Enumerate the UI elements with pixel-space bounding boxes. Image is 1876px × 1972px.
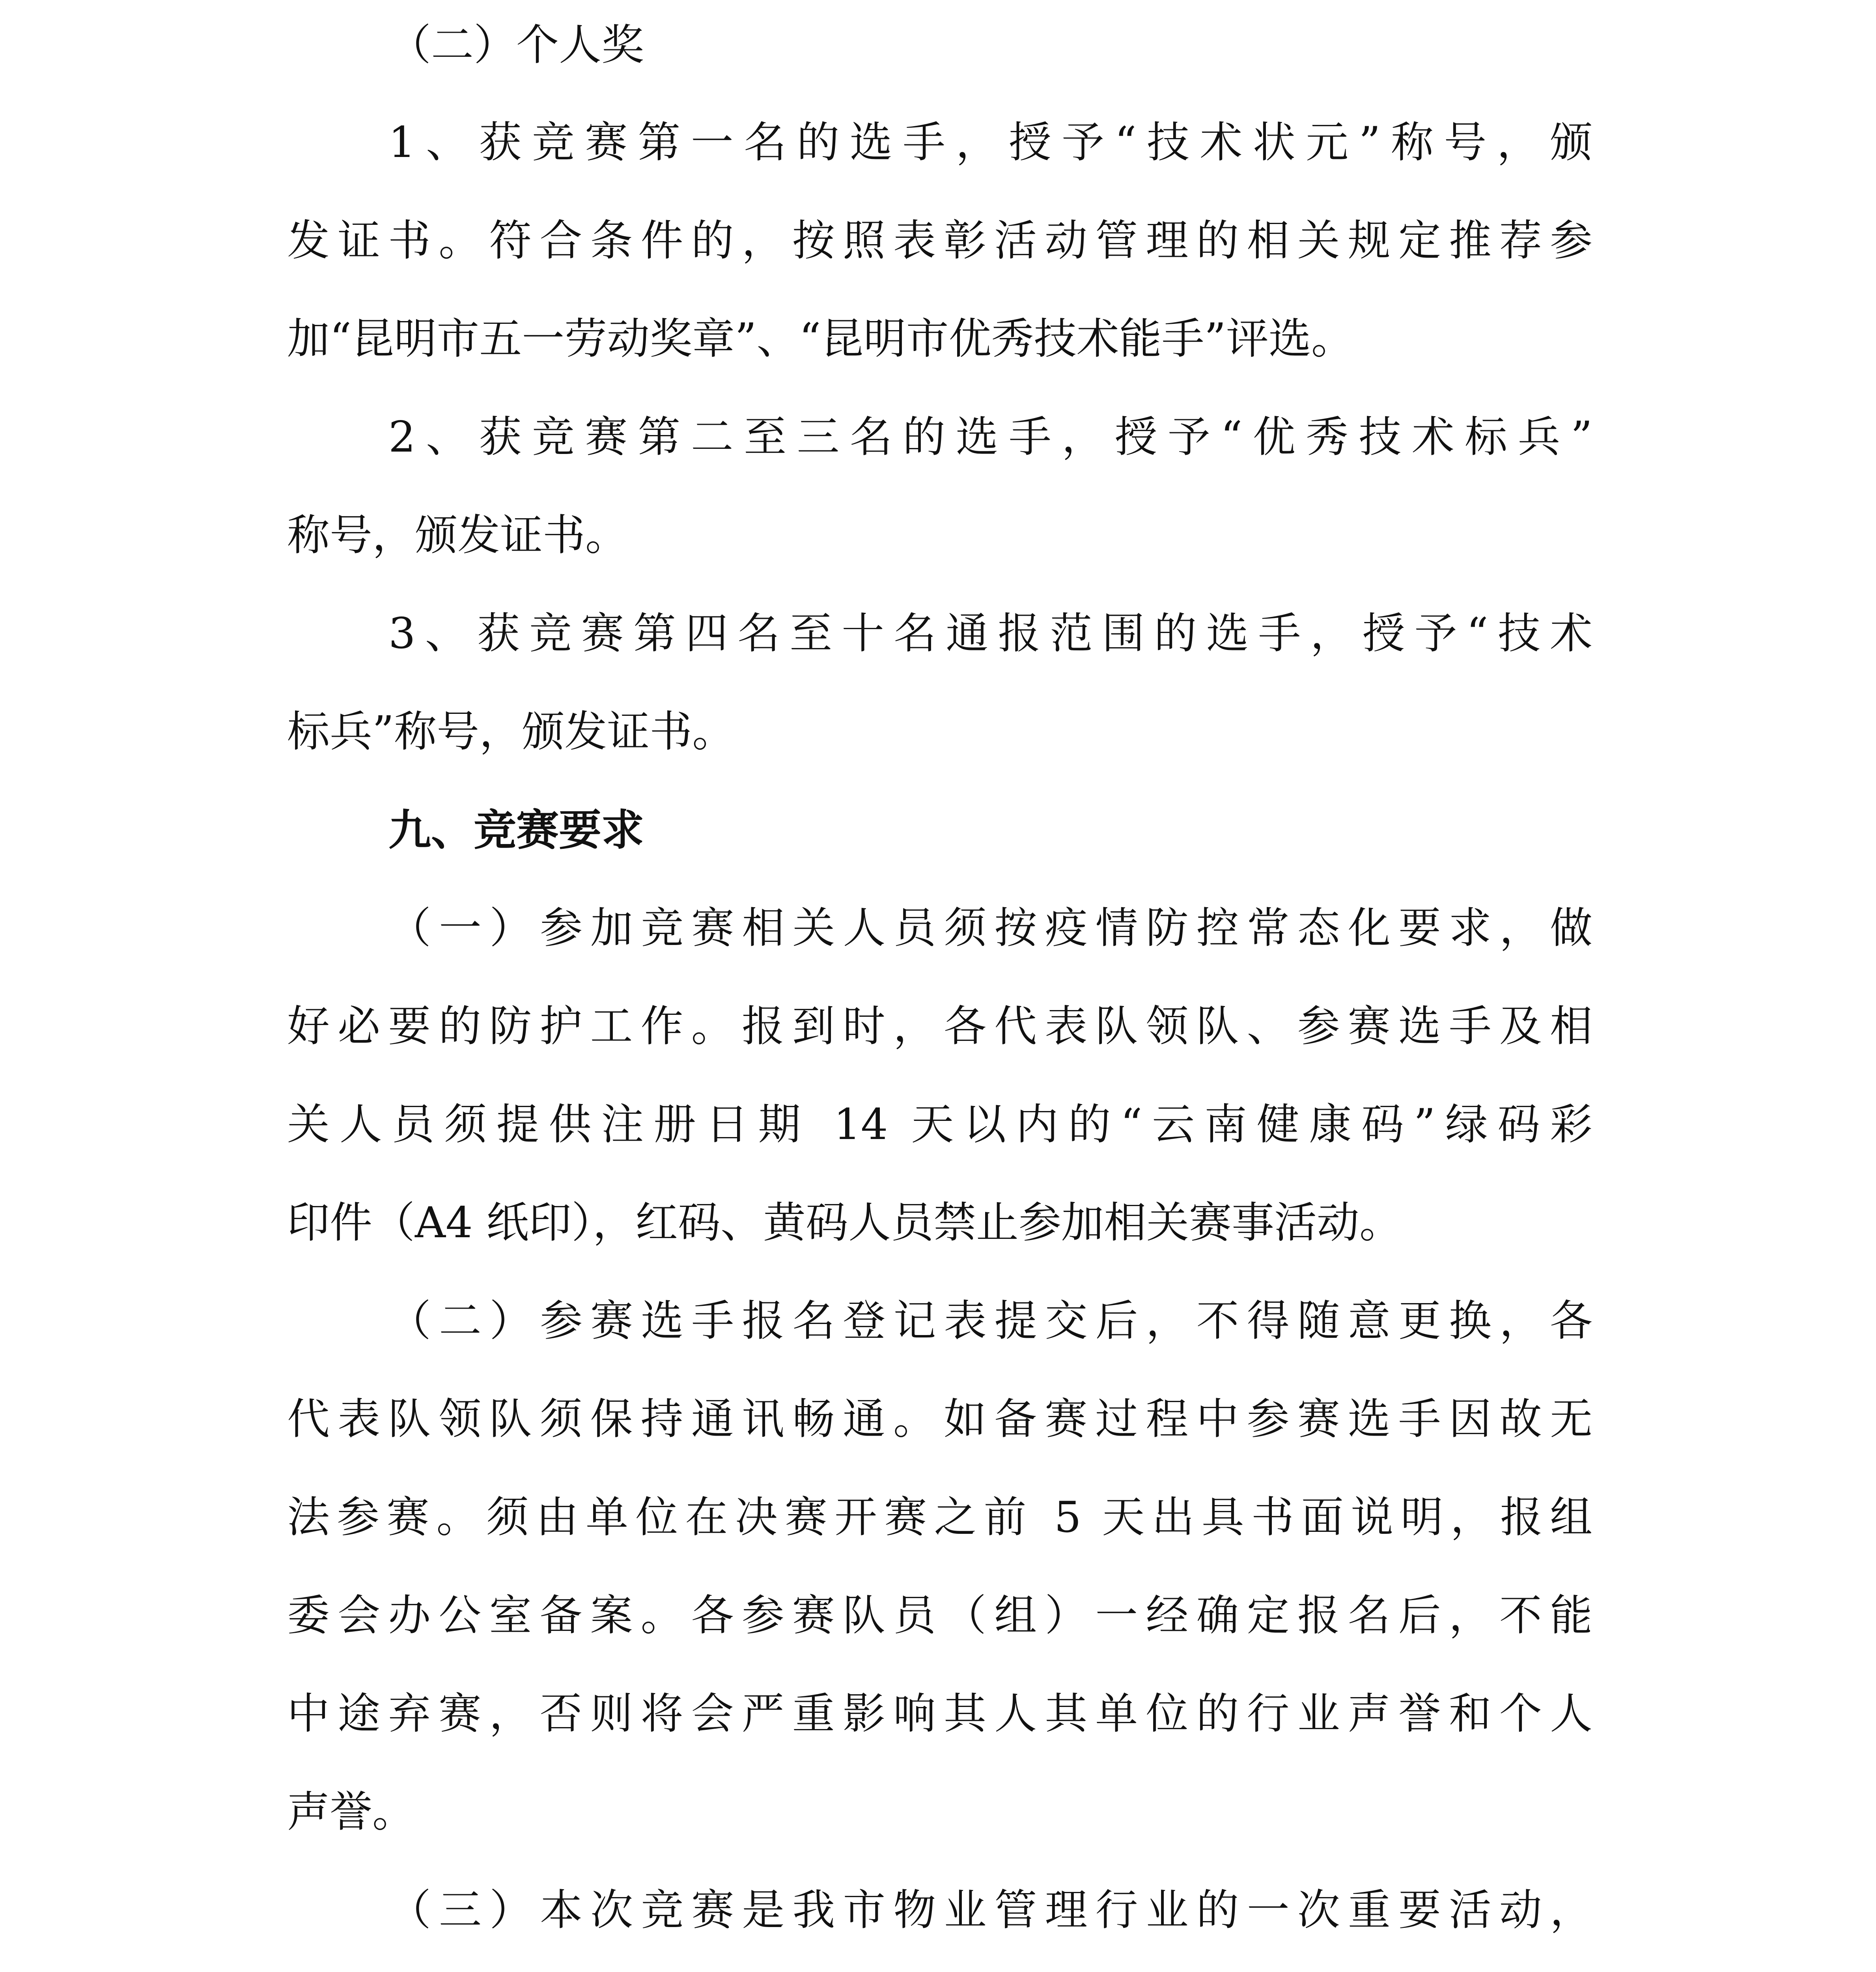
paragraph-line: 关人员须提供注册日期 14 天以内的“云南健康码”绿码彩 xyxy=(287,1100,1592,1149)
paragraph-line: （一）参加竞赛相关人员须按疫情防控常态化要求，做 xyxy=(388,904,1592,953)
paragraph-line: （二）参赛选手报名登记表提交后，不得随意更换，各 xyxy=(388,1296,1592,1346)
section-heading: 九、竞赛要求 xyxy=(388,805,644,855)
paragraph-line: 称号，颁发证书。 xyxy=(287,511,628,560)
paragraph-line: 声誉。 xyxy=(287,1787,415,1837)
paragraph-line: 中途弃赛，否则将会严重影响其人其单位的行业声誉和个人 xyxy=(287,1689,1592,1739)
paragraph-line: 好必要的防护工作。报到时，各代表队领队、参赛选手及相 xyxy=(287,1002,1592,1051)
paragraph-line: 标兵”称号，颁发证书。 xyxy=(287,707,735,756)
paragraph-line: 代表队领队须保持通讯畅通。如备赛过程中参赛选手因故无 xyxy=(287,1395,1592,1444)
paragraph-line: 3、获竞赛第四名至十名通报范围的选手，授予“技术 xyxy=(388,609,1592,658)
paragraph-line: 发证书。符合条件的，按照表彰活动管理的相关规定推荐参 xyxy=(287,216,1592,265)
paragraph-line: 印件（A4 纸印），红码、黄码人员禁止参加相关赛事活动。 xyxy=(287,1198,1402,1247)
paragraph-line: 委会办公室备案。各参赛队员（组）一经确定报名后，不能 xyxy=(287,1591,1592,1640)
paragraph-line: （三）本次竞赛是我市物业管理行业的一次重要活动， xyxy=(388,1886,1592,1935)
paragraph-line: 法参赛。须由单位在决赛开赛之前 5 天出具书面说明，报组 xyxy=(287,1493,1592,1542)
paragraph-line: 2、获竞赛第二至三名的选手，授予“优秀技术标兵” xyxy=(388,413,1592,462)
paragraph-line: 1、获竞赛第一名的选手，授予“技术状元”称号，颁 xyxy=(388,118,1592,167)
subsection-heading: （二）个人奖 xyxy=(388,21,644,70)
paragraph-line: 加“昆明市五一劳动奖章”、“昆明市优秀技术能手”评选。 xyxy=(287,314,1354,364)
